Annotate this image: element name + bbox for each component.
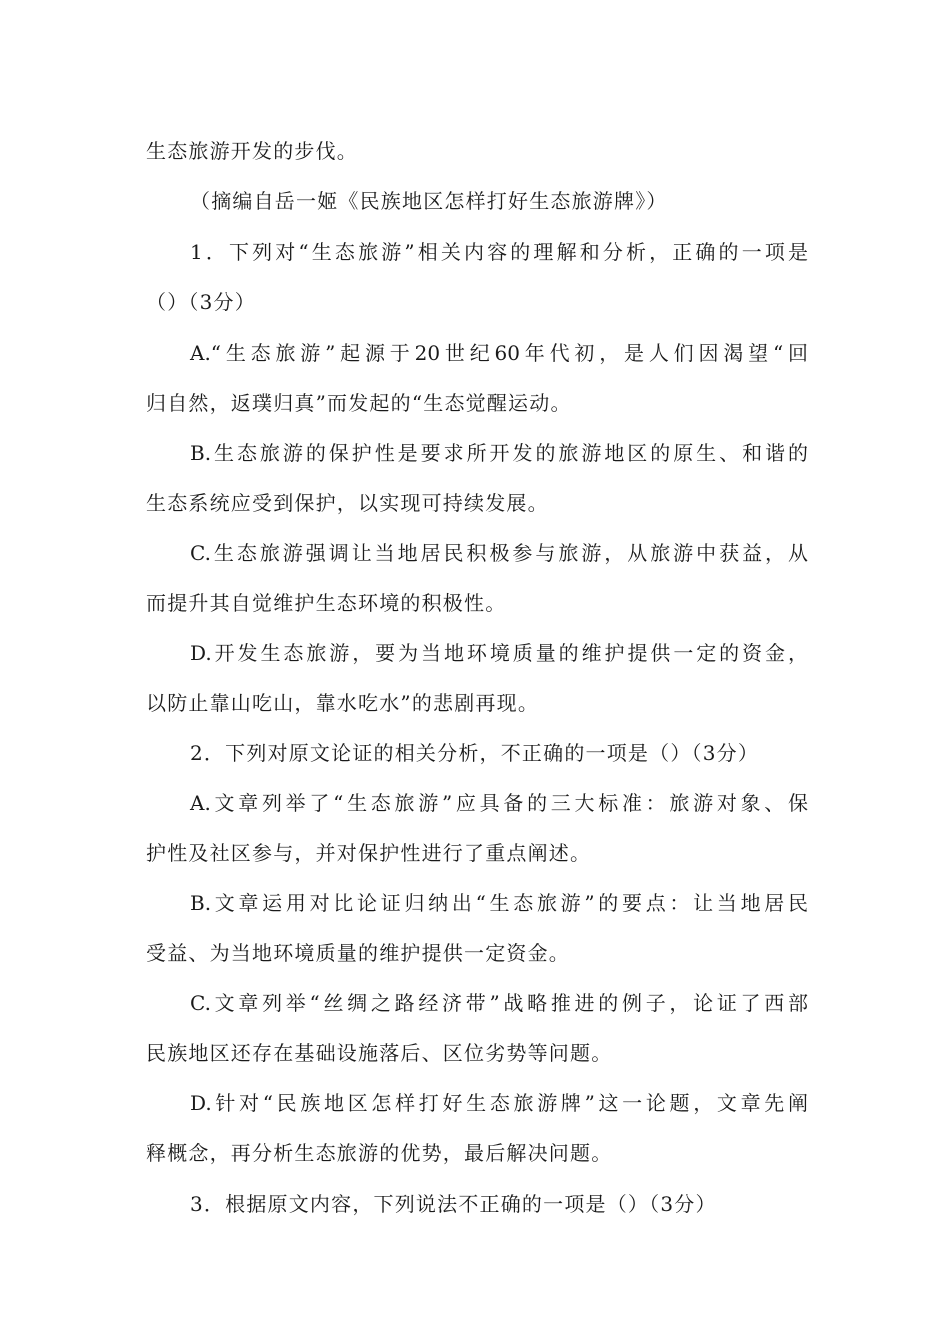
question-2-option-a: A.文章列举了“生态旅游”应具备的三大标准：旅游对象、保 bbox=[190, 791, 808, 815]
question-2-stem: 2．下列对原文论证的相关分析，不正确的一项是（）（3分） bbox=[190, 741, 760, 765]
question-2-option-c-cont: 民族地区还存在基础设施落后、区位劣势等问题。 bbox=[146, 1041, 613, 1065]
question-3-stem: 3．根据原文内容，下列说法不正确的一项是（）（3分） bbox=[190, 1192, 717, 1216]
question-2-option-d: D.针对“民族地区怎样打好生态旅游牌”这一论题，文章先阐 bbox=[190, 1091, 808, 1115]
question-1-option-a-cont: 归自然，返璞归真”而发起的“生态觉醒运动。 bbox=[146, 391, 572, 415]
question-2-option-c: C.文章列举“丝绸之路经济带”战略推进的例子，论证了西部 bbox=[190, 991, 808, 1015]
question-2-option-d-cont: 释概念，再分析生态旅游的优势，最后解决问题。 bbox=[146, 1141, 613, 1165]
question-2-option-b: B.文章运用对比论证归纳出“生态旅游”的要点：让当地居民 bbox=[190, 891, 808, 915]
question-1-option-b-cont: 生态系统应受到保护，以实现可持续发展。 bbox=[146, 491, 549, 515]
question-1-option-c-cont: 而提升其自觉维护生态环境的积极性。 bbox=[146, 591, 507, 615]
source-citation: （摘编自岳一姬《民族地区怎样打好生态旅游牌》） bbox=[190, 189, 668, 213]
question-1-stem: 1．下列对“生态旅游”相关内容的理解和分析，正确的一项是 bbox=[190, 240, 808, 264]
question-2-option-a-cont: 护性及社区参与，并对保护性进行了重点阐述。 bbox=[146, 841, 592, 865]
question-1-option-d-cont: 以防止靠山吃山，靠水吃水”的悲剧再现。 bbox=[146, 691, 540, 715]
question-1-option-b: B.生态旅游的保护性是要求所开发的旅游地区的原生、和谐的 bbox=[190, 441, 808, 465]
question-1-option-d: D.开发生态旅游，要为当地环境质量的维护提供一定的资金， bbox=[190, 641, 808, 665]
text-line: 生态旅游开发的步伐。 bbox=[146, 139, 358, 163]
question-1-option-a: A.“生态旅游”起源于20世纪60年代初，是人们因渴望“回 bbox=[190, 341, 808, 365]
question-2-option-b-cont: 受益、为当地环境质量的维护提供一定资金。 bbox=[146, 941, 570, 965]
question-1-option-c: C.生态旅游强调让当地居民积极参与旅游，从旅游中获益，从 bbox=[190, 541, 808, 565]
question-1-score: （）（3分） bbox=[146, 290, 256, 314]
